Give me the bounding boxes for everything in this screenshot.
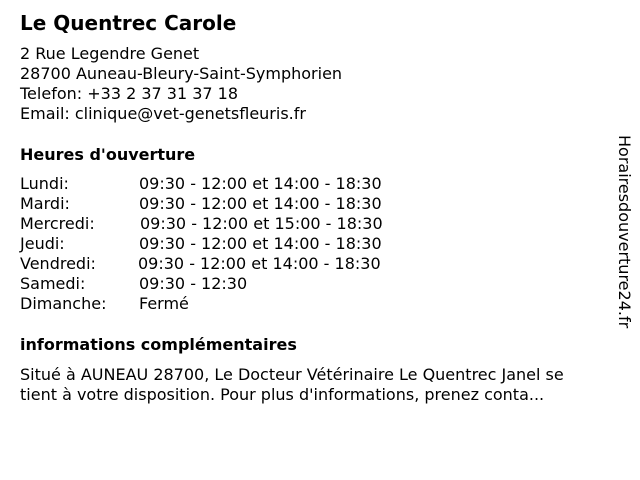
day-label: Samedi: — [20, 274, 86, 293]
address-city: 28700 Auneau-Bleury-Saint-Symphorien — [20, 64, 343, 83]
contact-block — [20, 44, 342, 124]
business-name: Le Quentrec Carole — [20, 11, 237, 35]
time-value: 09:30 - 12:00 et 14:00 - 18:30 — [138, 254, 381, 273]
hours-row-saturday — [20, 274, 383, 294]
info-line: tient à votre disposition. Pour plus d'informations, prenez conta... — [20, 385, 545, 404]
info-line: Situé à AUNEAU 28700, Le Docteur Vétérinaire Le Quentrec Janel se — [20, 365, 564, 384]
hours-row-friday — [20, 254, 383, 274]
phone-number: Telefon: +33 2 37 31 37 18 — [20, 84, 239, 103]
hours-row-wednesday — [20, 214, 383, 234]
time-value: 09:30 - 12:00 et 14:00 - 18:30 — [139, 174, 382, 193]
time-value: Fermé — [139, 294, 189, 313]
site-watermark: Horairesdouverture24.fr — [615, 135, 634, 329]
time-value: 09:30 - 12:00 et 14:00 - 18:30 — [139, 234, 382, 253]
day-label: Mardi: — [20, 194, 70, 213]
hours-row-sunday — [20, 294, 383, 314]
email-address: Email: clinique@vet-genetsfleuris.fr — [20, 104, 306, 123]
day-label: Jeudi: — [20, 234, 65, 253]
opening-hours-heading: Heures d'ouverture — [20, 145, 196, 164]
hours-row-tuesday — [20, 194, 383, 214]
hours-row-thursday — [20, 234, 383, 254]
day-label: Vendredi: — [20, 254, 96, 273]
hours-row-monday — [20, 174, 383, 194]
day-label: Dimanche: — [20, 294, 107, 313]
day-label: Mercredi: — [20, 214, 95, 233]
additional-info-heading: informations complémentaires — [20, 335, 297, 354]
opening-hours-list — [20, 174, 383, 314]
time-value: 09:30 - 12:00 et 14:00 - 18:30 — [139, 194, 382, 213]
time-value: 09:30 - 12:30 — [139, 274, 248, 293]
additional-info-text — [20, 365, 625, 405]
address-street: 2 Rue Legendre Genet — [20, 44, 200, 63]
time-value: 09:30 - 12:00 et 15:00 - 18:30 — [140, 214, 383, 233]
day-label: Lundi: — [20, 174, 69, 193]
